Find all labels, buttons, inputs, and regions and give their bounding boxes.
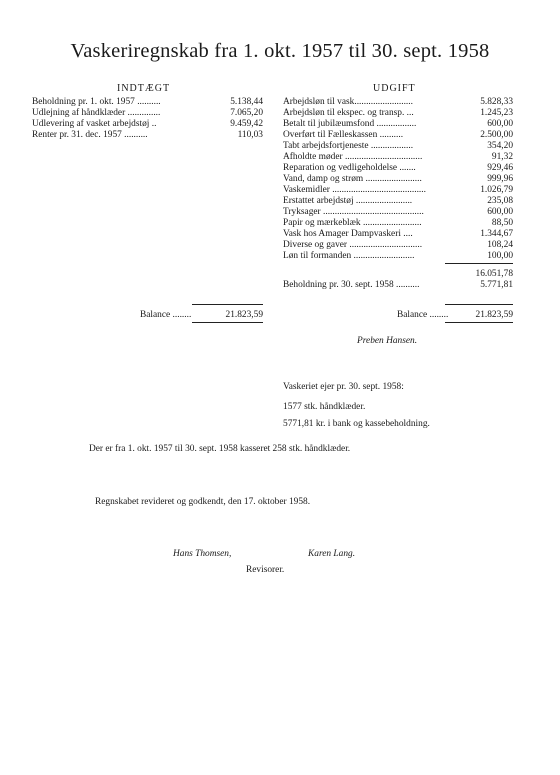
auditor-name-1: Hans Thomsen, xyxy=(173,549,232,559)
expense-subtotal-amount: 16.051,78 xyxy=(475,269,513,279)
expense-amount: 2.500,00 xyxy=(480,130,513,140)
page-title: Vaskeriregnskab fra 1. okt. 1957 til 30. sept. 1958 xyxy=(70,40,490,62)
expense-label: Diverse og gaver ............................... xyxy=(283,240,423,250)
expense-row xyxy=(283,108,513,119)
expense-row xyxy=(283,251,513,262)
ownership-cash: 5771,81 kr. i bank og kassebeholdning. xyxy=(283,419,430,429)
expense-row xyxy=(283,119,513,130)
expense-holding-row xyxy=(283,280,513,291)
ownership-towels: 1577 stk. håndklæder. xyxy=(283,402,366,412)
expense-amount: 5.828,33 xyxy=(480,97,513,107)
expense-row xyxy=(283,141,513,152)
expense-row xyxy=(283,97,513,108)
income-amount: 7.065,20 xyxy=(230,108,263,118)
income-balance-amount: 21.823,59 xyxy=(225,310,263,320)
expense-row xyxy=(283,152,513,163)
expense-row xyxy=(283,218,513,229)
income-label: Renter pr. 31. dec. 1957 .......... xyxy=(32,130,148,140)
expense-row xyxy=(283,174,513,185)
expense-label: Vand, damp og strøm ........................ xyxy=(283,174,422,184)
income-total-rule xyxy=(192,304,263,305)
expense-label: Tabt arbejdsfortjeneste .................. xyxy=(283,141,414,151)
expense-label: Overført til Fælleskassen .......... xyxy=(283,130,404,140)
expense-amount: 1.026,79 xyxy=(480,185,513,195)
income-row xyxy=(32,119,263,130)
income-label: Udlevering af vasket arbejdstøj .. xyxy=(32,119,157,129)
signer-name: Preben Hansen. xyxy=(357,336,418,346)
expense-heading: UDGIFT xyxy=(373,83,416,94)
income-label: Udlejning af håndklæder .............. xyxy=(32,108,161,118)
expense-amount: 100,00 xyxy=(487,251,513,261)
expense-label: Reparation og vedligeholdelse ....... xyxy=(283,163,416,173)
auditor-name-2: Karen Lang. xyxy=(308,549,356,559)
expense-label: Arbejdsløn til ekspec. og transp. ... xyxy=(283,108,414,118)
expense-amount: 91,32 xyxy=(491,152,513,162)
expense-row xyxy=(283,130,513,141)
income-amount: 110,03 xyxy=(237,130,263,140)
expense-subtotal-row xyxy=(283,269,513,280)
expense-label: Betalt til jubilæumsfond ................. xyxy=(283,119,417,129)
expense-balance-row xyxy=(397,310,513,321)
expense-amount: 235,08 xyxy=(487,196,513,206)
income-balance-label: Balance ........ xyxy=(140,310,192,320)
expense-label: Vask hos Amager Dampvaskeri .... xyxy=(283,229,413,239)
expense-row xyxy=(283,207,513,218)
discarded-note: Der er fra 1. okt. 1957 til 30. sept. 1958 kasseret 258 stk. håndklæder. xyxy=(89,444,351,454)
expense-balance-rule xyxy=(445,322,513,323)
income-row xyxy=(32,130,263,141)
expense-label: Afholdte møder ................................. xyxy=(283,152,423,162)
expense-label: Tryksager ........................................... xyxy=(283,207,424,217)
expense-amount: 1.245,23 xyxy=(480,108,513,118)
income-row xyxy=(32,97,263,108)
expense-label: Papir og mærkeblæk ......................... xyxy=(283,218,422,228)
expense-total-rule xyxy=(445,304,513,305)
expense-label: Løn til formanden .......................... xyxy=(283,251,415,261)
expense-amount: 999,96 xyxy=(487,174,513,184)
income-balance-row xyxy=(140,310,263,321)
expense-balance-label: Balance ........ xyxy=(397,310,449,320)
income-amount: 5.138,44 xyxy=(230,97,263,107)
income-balance-rule xyxy=(192,322,263,323)
expense-subtotal-rule xyxy=(445,263,513,264)
expense-row xyxy=(283,185,513,196)
income-amount: 9.459,42 xyxy=(230,119,263,129)
ownership-intro: Vaskeriet ejer pr. 30. sept. 1958: xyxy=(283,382,404,392)
expense-label: Vaskemidler ........................................ xyxy=(283,185,426,195)
expense-row xyxy=(283,240,513,251)
expense-amount: 600,00 xyxy=(487,207,513,217)
expense-holding-label: Beholdning pr. 30. sept. 1958 .......... xyxy=(283,280,420,290)
expense-row xyxy=(283,229,513,240)
expense-balance-amount: 21.823,59 xyxy=(475,310,513,320)
income-row xyxy=(32,108,263,119)
expense-amount: 929,46 xyxy=(487,163,513,173)
expense-row xyxy=(283,196,513,207)
expense-amount: 600,00 xyxy=(487,119,513,129)
expense-row xyxy=(283,163,513,174)
income-heading: INDTÆGT xyxy=(117,83,171,94)
expense-amount: 354,20 xyxy=(487,141,513,151)
expense-amount: 108,24 xyxy=(487,240,513,250)
audit-statement: Regnskabet revideret og godkendt, den 17. oktober 1958. xyxy=(95,497,311,507)
expense-label: Arbejdsløn til vask......................... xyxy=(283,97,413,107)
expense-holding-amount: 5.771,81 xyxy=(480,280,513,290)
expense-label: Erstattet arbejdstøj ........................ xyxy=(283,196,413,206)
expense-amount: 88,50 xyxy=(491,218,513,228)
auditors-role: Revisorer. xyxy=(246,565,285,575)
expense-amount: 1.344,67 xyxy=(480,229,513,239)
income-label: Beholdning pr. 1. okt. 1957 .......... xyxy=(32,97,161,107)
